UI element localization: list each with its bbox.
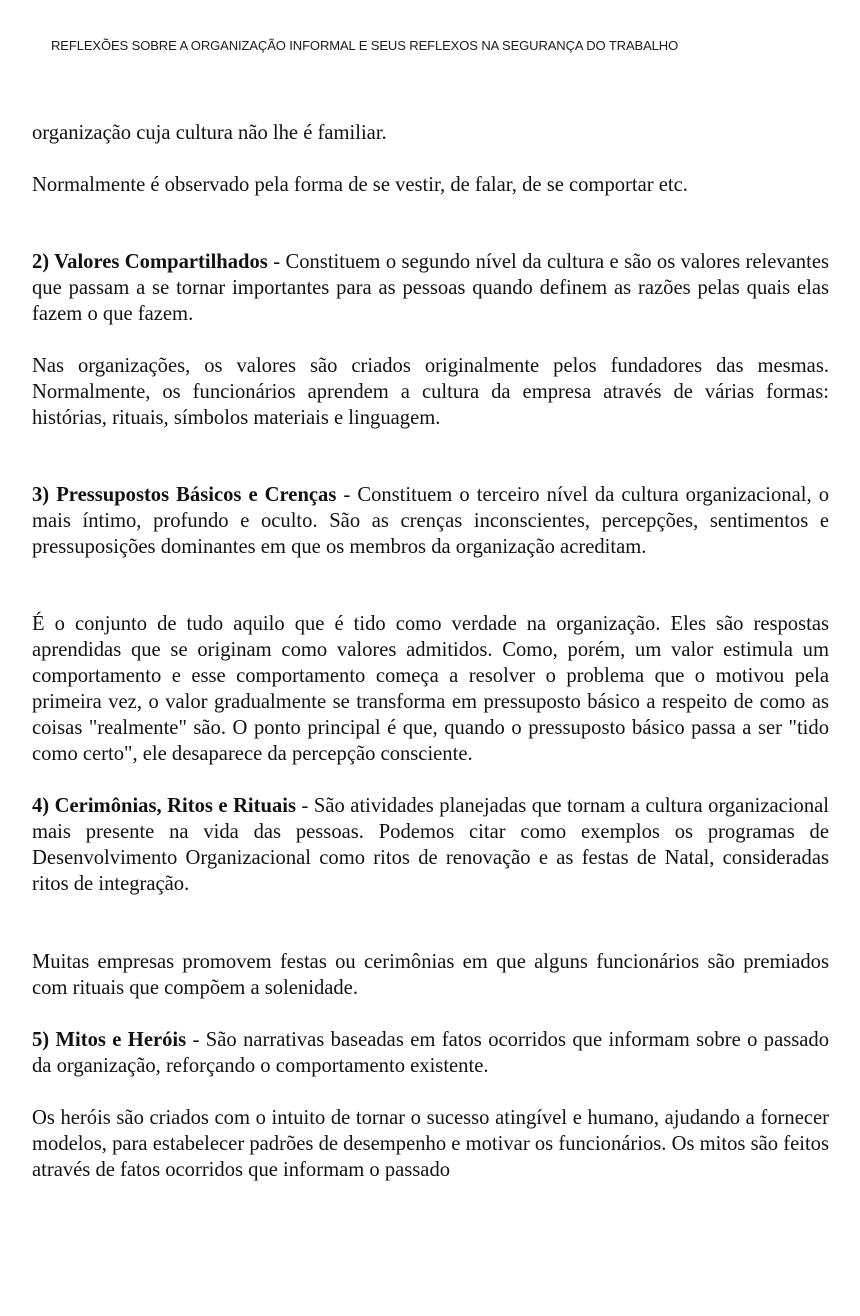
section-basic-assumptions bbox=[32, 482, 829, 560]
section-heading-ceremonies-rites: 4) Cerimônias, Ritos e Rituais bbox=[32, 795, 297, 817]
section-text-shared-values: - Constituem o segundo nível da cultura e são os valores relevantes que passam a se tornar importantes para as pessoas quando definem as razões pelas quais elas fazem o que fazem. bbox=[32, 251, 829, 325]
section-shared-values bbox=[32, 249, 829, 327]
paragraph-assumptions-explained: É o conjunto de tudo aquilo que é tido como verdade na organização. Eles são respostas aprendidas que se originam como valores admitidos. Como, porém, um valor estimula um comportamento e esse comportamento começa a resolver o problema que o motivou pela primeira vez, o valor gradualmente se transforma em pressuposto básico a respeito de como as coisas "realmente" são. O ponto principal é que, quando o pressuposto básico passa a ser "tido como certo", ele desaparece da percepção consciente. bbox=[32, 613, 829, 765]
section-heading-myths-heroes: 5) Mitos e Heróis bbox=[32, 1029, 187, 1051]
running-header: REFLEXÕES SOBRE A ORGANIZAÇÃO INFORMAL E SEUS REFLEXOS NA SEGURANÇA DO TRABALHO bbox=[51, 38, 679, 53]
paragraph-heroes-myths: Os heróis são criados com o intuito de tornar o sucesso atingível e humano, ajudando a fornecer modelos, para estabelecer padrões de desempenho e motivar os funcionários. Os mitos são feitos através de fatos ocorridos que informam o passado bbox=[32, 1107, 829, 1181]
paragraph-values-origin: Nas organizações, os valores são criados originalmente pelos fundadores das mesmas. Normalmente, os funcionários aprendem a cultura da empresa através de várias formas: histórias, rituais, símbolos materiais e linguagem. bbox=[32, 355, 829, 429]
paragraph-company-ceremonies: Muitas empresas promovem festas ou cerimônias em que alguns funcionários são premiados com rituais que compõem a solenidade. bbox=[32, 951, 829, 999]
section-myths-heroes bbox=[32, 1027, 829, 1079]
paragraph-continuation: organização cuja cultura não lhe é familiar. bbox=[32, 122, 387, 144]
paragraph-artifacts-observation: Normalmente é observado pela forma de se vestir, de falar, de se comportar etc. bbox=[32, 174, 688, 196]
section-text-basic-assumptions: - Constituem o terceiro nível da cultura organizacional, o mais íntimo, profundo e oculto. São as crenças inconscientes, percepções, sentimentos e pressuposições dominantes em que os membros da organização acreditam. bbox=[32, 484, 829, 558]
section-heading-basic-assumptions: 3) Pressupostos Básicos e Crenças bbox=[32, 484, 337, 506]
section-ceremonies-rites bbox=[32, 793, 829, 897]
section-text-myths-heroes: - São narrativas baseadas em fatos ocorridos que informam sobre o passado da organização, reforçando o comportamento existente. bbox=[32, 1029, 829, 1077]
section-heading-shared-values: 2) Valores Compartilhados bbox=[32, 251, 268, 273]
page-body bbox=[32, 120, 829, 1183]
section-text-ceremonies-rites: - São atividades planejadas que tornam a cultura organizacional mais presente na vida das pessoas. Podemos citar como exemplos os programas de Desenvolvimento Organizacional como ritos de renovação e as festas de Natal, consideradas ritos de integração. bbox=[32, 795, 829, 895]
